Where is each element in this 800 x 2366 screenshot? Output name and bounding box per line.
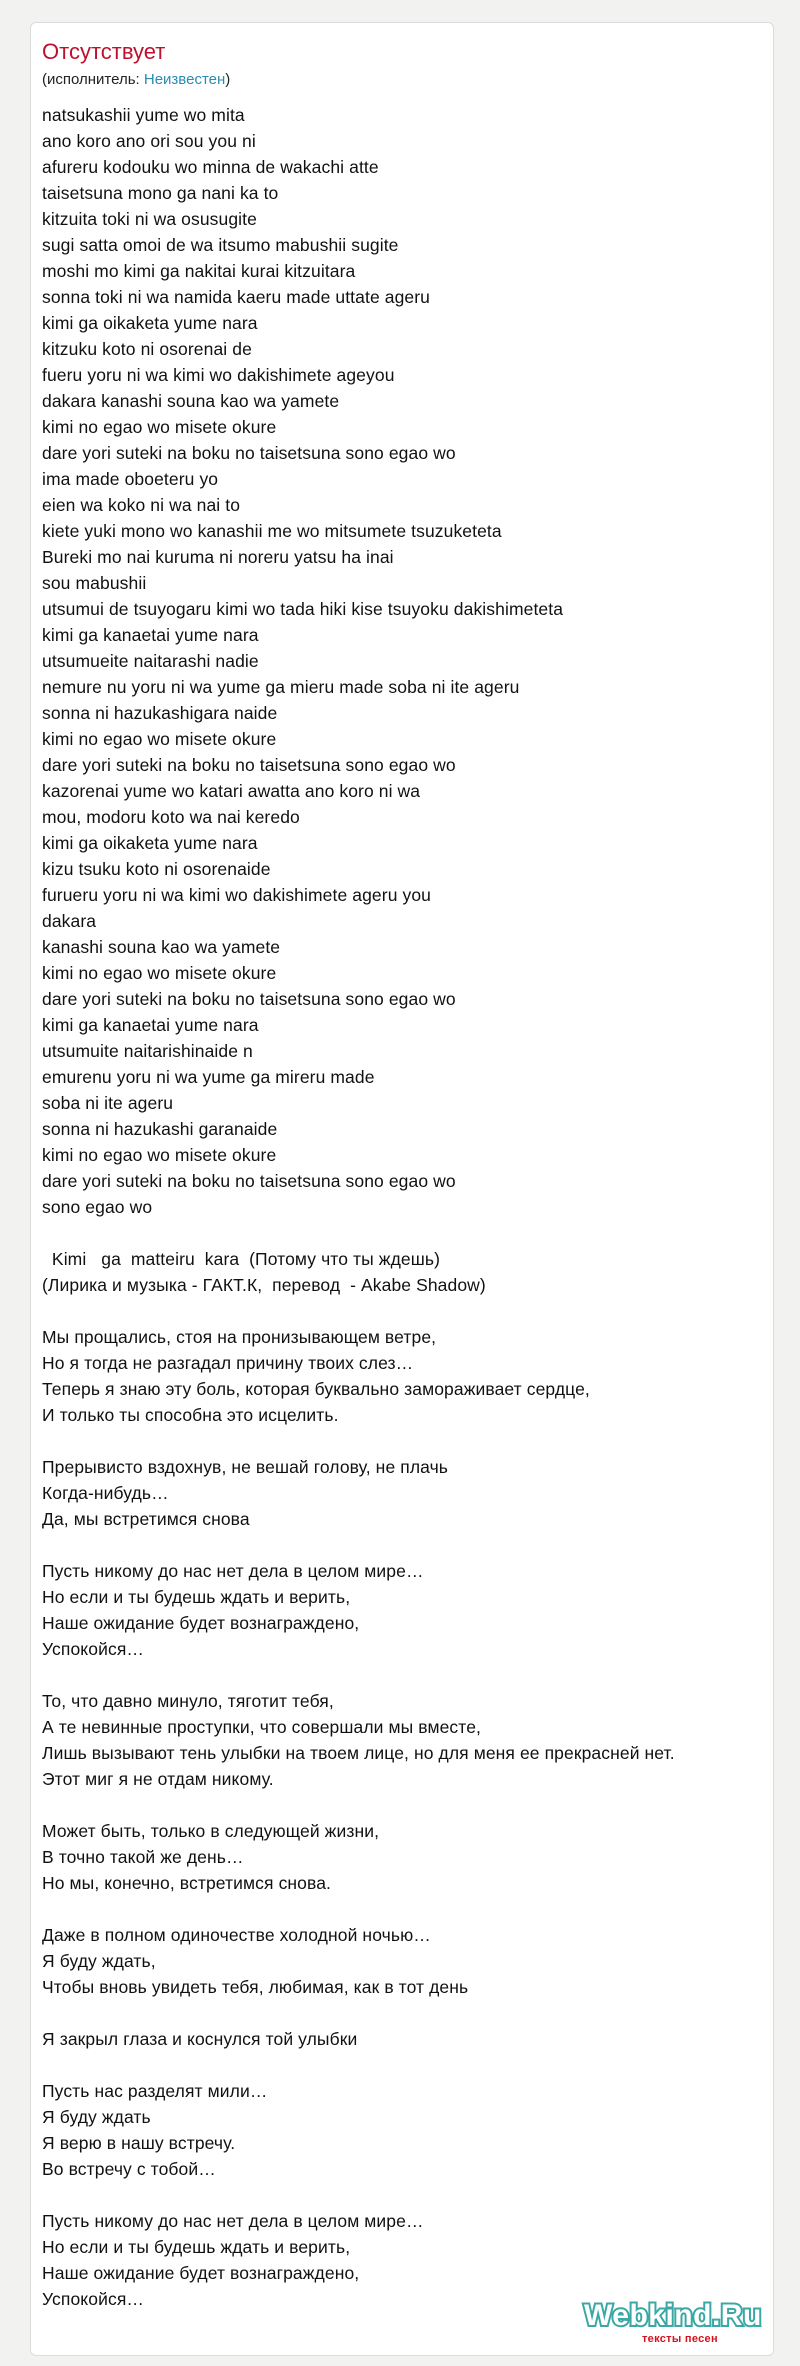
lyric-line: utsumui de tsuyogaru kimi wo tada hiki kise tsuyoku dakishimeteta [42,599,564,619]
lyric-line: Я закрыл глаза и коснулся той улыбки [42,2029,358,2049]
lyric-line: soba ni ite ageru [42,1093,174,1113]
lyric-line: kimi no egao wo misete okure [42,417,277,437]
lyric-line: А те невинные проступки, что совершали мы вместе, [42,1717,481,1737]
lyric-line: utsumueite naitarashi nadie [42,651,259,671]
artist-link[interactable]: Неизвестен [143,71,226,88]
lyric-line: ima made oboeteru yo [42,469,219,489]
lyric-line: Я верю в нашу встречу. [42,2133,236,2153]
lyric-line: Но я тогда не разгадал причину твоих слез… [42,1353,414,1373]
artist-suffix: ) [225,71,231,88]
lyric-line: dakara kanashi souna kao wa yamete [42,391,340,411]
lyric-line: dare yori suteki na boku no taisetsuna sono egao wo [42,443,456,463]
lyric-line: kimi no egao wo misete okure [42,1145,277,1165]
lyric-line: Но мы, конечно, встретимся снова. [42,1873,332,1893]
lyric-line: Даже в полном одиночестве холодной ночью… [42,1925,431,1945]
artist-line [42,70,230,90]
lyric-line: Пусть никому до нас нет дела в целом мире… [42,1561,424,1581]
lyric-line: kimi no egao wo misete okure [42,729,277,749]
lyric-spacer [42,2052,767,2078]
lyric-line: Наше ожидание будет вознаграждено, [42,1613,360,1633]
lyric-line: kimi ga kanaetai yume nara [42,625,259,645]
lyric-line: (Лирика и музыка - ГАКТ.К, перевод - Akabe Shadow) [42,1275,486,1295]
lyric-line: kimi ga oikaketa yume nara [42,833,258,853]
lyric-line: dare yori suteki na boku no taisetsuna sono egao wo [42,989,456,1009]
lyric-line: dare yori suteki na boku no taisetsuna sono egao wo [42,755,456,775]
lyric-line: Лишь вызывают тень улыбки на твоем лице, но для меня ее прекрасней нет. [42,1743,675,1763]
lyric-line: Пусть нас разделят мили… [42,2081,268,2101]
lyric-line: Но если и ты будешь ждать и верить, [42,2237,351,2257]
lyric-line: kitzuita toki ni wa osusugite [42,209,257,229]
lyric-line: Наше ожидание будет вознаграждено, [42,2263,360,2283]
lyric-line: afureru kodouku wo minna de wakachi atte [42,157,379,177]
lyric-line: kimi ga kanaetai yume nara [42,1015,259,1035]
lyric-line: eien wa koko ni wa nai to [42,495,241,515]
lyric-line: moshi mo kimi ga nakitai kurai kitzuitara [42,261,356,281]
webkind-logo[interactable] [584,2298,776,2346]
lyric-line: fueru yoru ni wa kimi wo dakishimete ageyou [42,365,395,385]
lyric-line: Во встречу с тобой… [42,2159,216,2179]
lyric-line: Может быть, только в следующей жизни, [42,1821,380,1841]
lyric-line: sugi satta omoi de wa itsumo mabushii sugite [42,235,399,255]
lyric-line: sou mabushii [42,573,147,593]
lyric-line: Пусть никому до нас нет дела в целом мире… [42,2211,424,2231]
lyric-line: Но если и ты будешь ждать и верить, [42,1587,351,1607]
lyric-line: Успокойся… [42,1639,144,1659]
lyric-line: kazorenai yume wo katari awatta ano koro ni wa [42,781,421,801]
lyric-spacer [42,1896,767,1922]
logo-wordmark: Webkind.Ru [584,2299,762,2332]
lyric-line: sonna toki ni wa namida kaeru made uttate ageru [42,287,430,307]
lyric-line: Kimi ga matteiru kara (Потому что ты ждешь) [42,1249,440,1269]
lyric-line: sonna ni hazukashi garanaide [42,1119,278,1139]
lyric-line: nemure nu yoru ni wa yume ga mieru made soba ni ite ageru [42,677,520,697]
artist-prefix: (исполнитель: [42,71,144,88]
lyric-line: Чтобы вновь увидеть тебя, любимая, как в тот день [42,1977,469,1997]
lyric-spacer [42,1662,767,1688]
lyric-line: taisetsuna mono ga nani ka to [42,183,279,203]
lyric-line: natsukashii yume wo mita [42,105,245,125]
lyric-line: emurenu yoru ni wa yume ga mireru made [42,1067,375,1087]
lyric-line: kiete yuki mono wo kanashii me wo mitsumete tsuzuketeta [42,521,502,541]
lyric-line: Успокойся… [42,2289,144,2309]
lyric-line: Теперь я знаю эту боль, которая буквально замораживает сердце, [42,1379,590,1399]
lyric-line: Да, мы встретимся снова [42,1509,250,1529]
lyric-spacer [42,1428,767,1454]
lyric-line: dakara [42,911,97,931]
lyrics-body [42,102,767,2312]
lyric-line: Я буду ждать, [42,1951,156,1971]
lyric-line: Я буду ждать [42,2107,151,2127]
logo-tagline: тексты песен [642,2333,718,2345]
lyric-line: kizu tsuku koto ni osorenaide [42,859,271,879]
lyric-spacer [42,1220,767,1246]
lyric-spacer [42,2182,767,2208]
lyric-line: Прерывисто вздохнув, не вешай голову, не плачь [42,1457,449,1477]
lyric-spacer [42,1298,767,1324]
lyric-spacer [42,2000,767,2026]
lyric-line: ano koro ano ori sou you ni [42,131,256,151]
lyric-line: furueru yoru ni wa kimi wo dakishimete ageru you [42,885,432,905]
lyric-line: sono egao wo [42,1197,153,1217]
lyric-line: kitzuku koto ni osorenai de [42,339,252,359]
lyric-line: kimi no egao wo misete okure [42,963,277,983]
lyric-line: В точно такой же день… [42,1847,244,1867]
lyric-line: kanashi souna kao wa yamete [42,937,281,957]
lyric-spacer [42,1792,767,1818]
lyric-line: mou, modoru koto wa nai keredo [42,807,300,827]
lyric-spacer [42,1532,767,1558]
lyric-line: sonna ni hazukashigara naide [42,703,278,723]
lyric-line: Bureki mo nai kuruma ni noreru yatsu ha inai [42,547,394,567]
song-title: Отсутствует [42,39,166,64]
lyric-line: Когда-нибудь… [42,1483,169,1503]
lyric-line: И только ты способна это исцелить. [42,1405,339,1425]
lyric-line: Мы прощались, стоя на пронизывающем ветре, [42,1327,437,1347]
lyric-line: Этот миг я не отдам никому. [42,1769,274,1789]
lyric-line: kimi ga oikaketa yume nara [42,313,258,333]
lyric-line: dare yori suteki na boku no taisetsuna sono egao wo [42,1171,456,1191]
lyric-line: utsumuite naitarishinaide n [42,1041,253,1061]
lyric-line: То, что давно минуло, тяготит тебя, [42,1691,334,1711]
